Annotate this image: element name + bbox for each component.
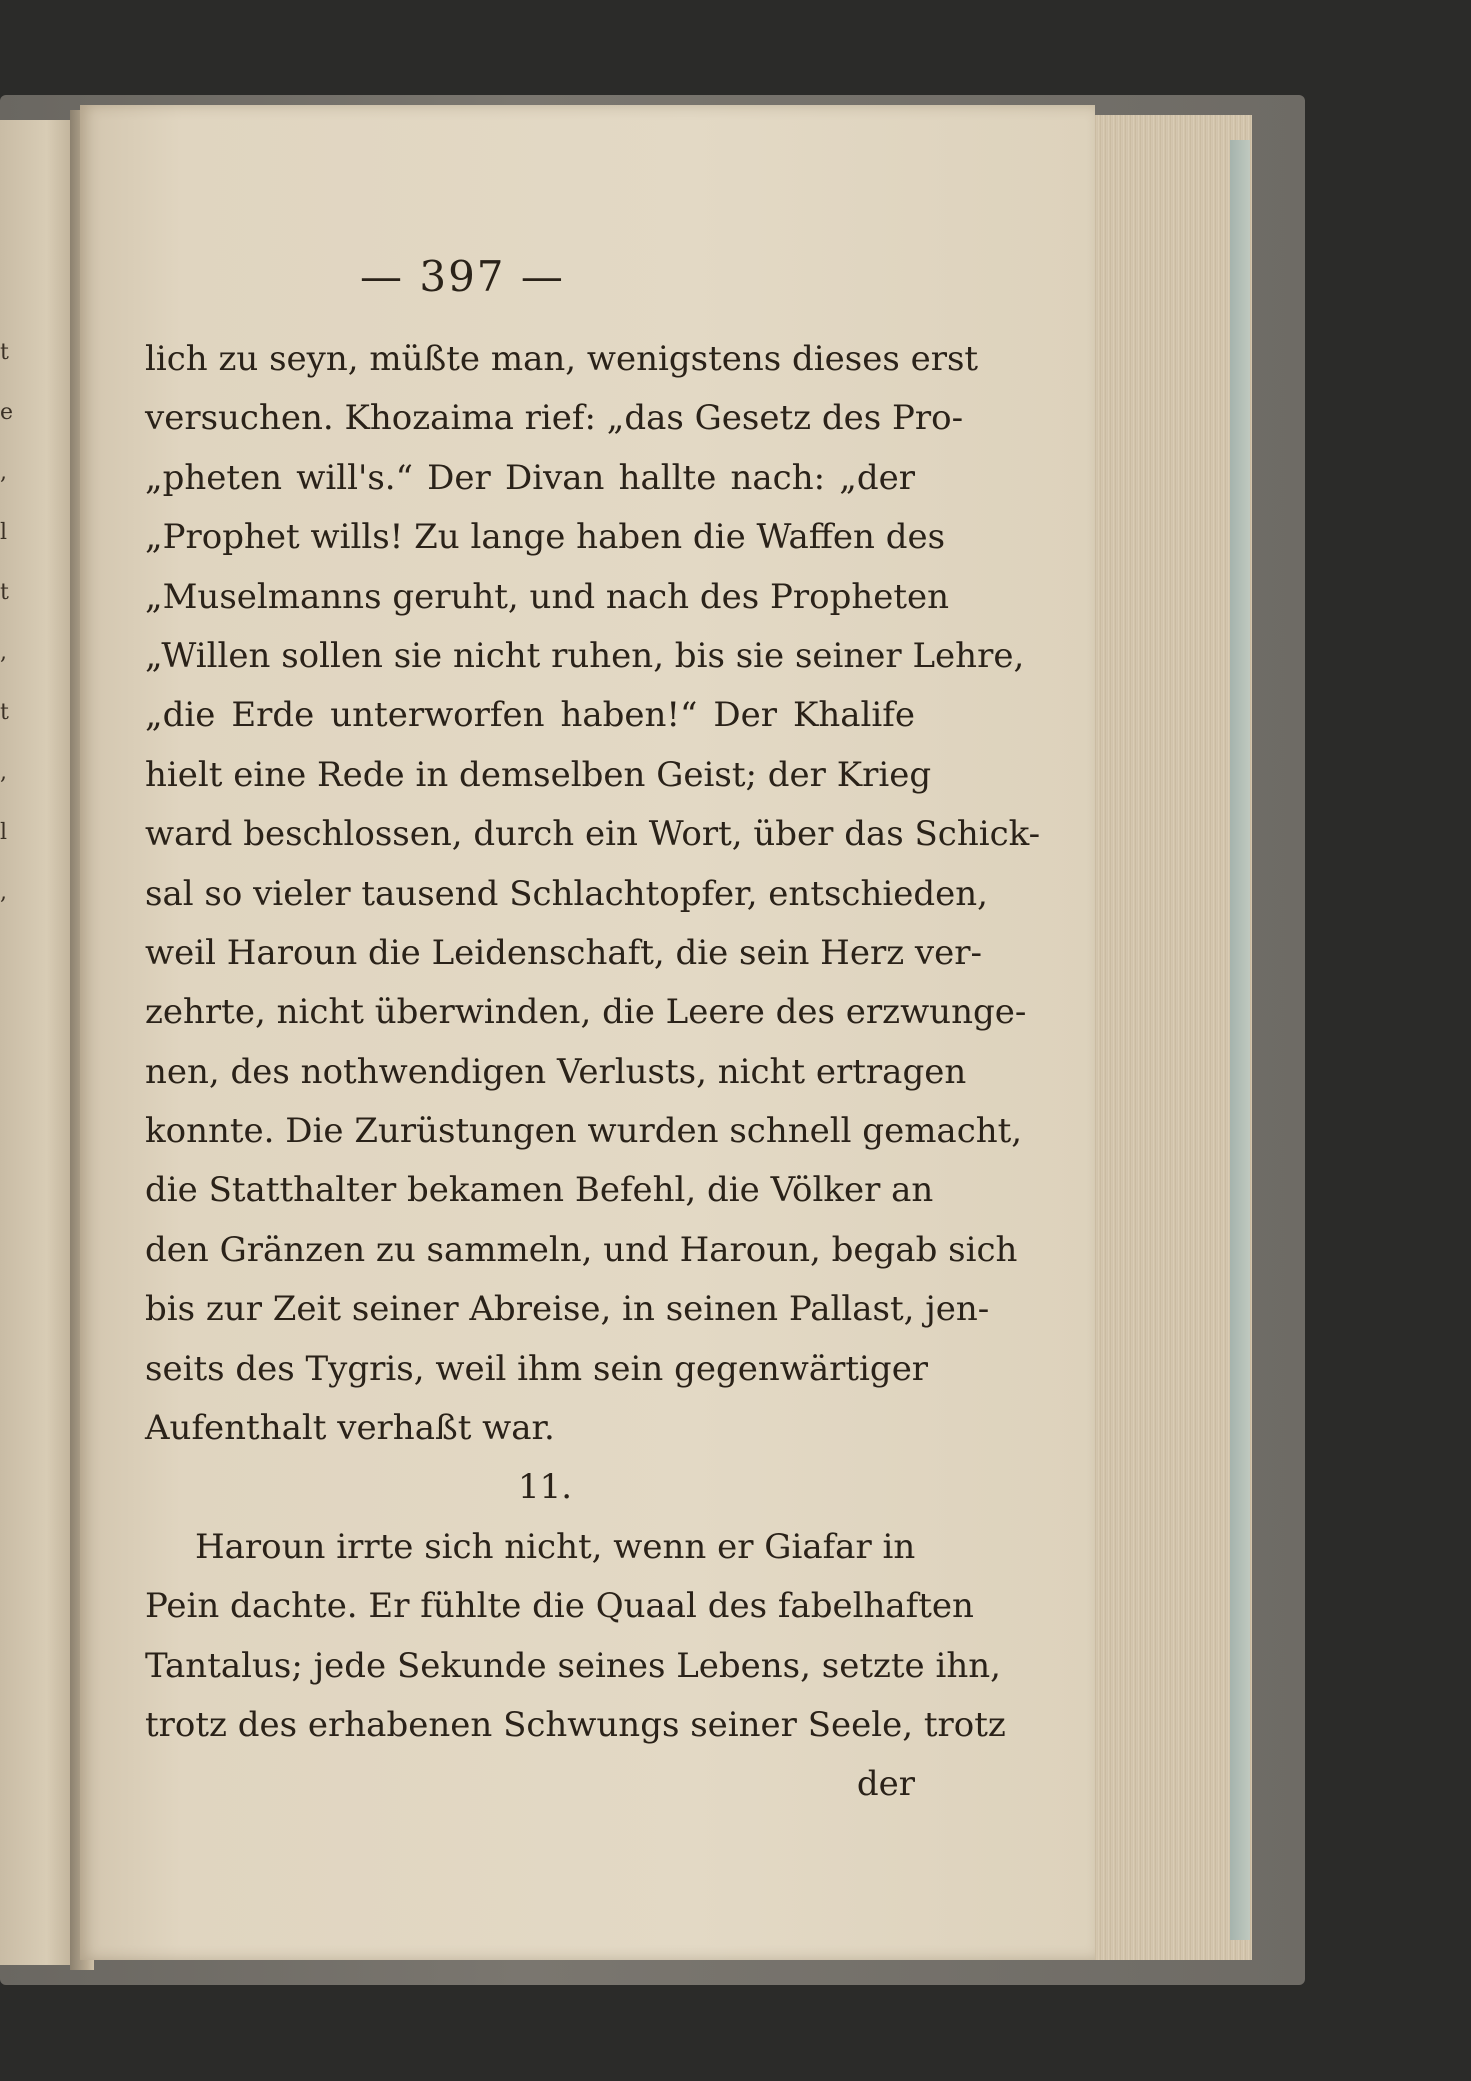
left-fragment: t <box>0 580 9 605</box>
left-fragment: e <box>0 400 14 425</box>
text-line: Pein dachte. Er fühlte die Quaal des fabelhaften <box>145 1586 974 1627</box>
page-edge-tint <box>1230 140 1250 1940</box>
text-line: seits des Tygris, weil ihm sein gegenwärtiger <box>145 1348 929 1389</box>
text-line: „pheten will's.“ Der Divan hallte nach: „der <box>145 457 915 498</box>
text-line: weil Haroun die Leidenschaft, die sein Herz ver- <box>145 932 983 973</box>
text-line: „die Erde unterworfen haben!“ Der Khalife <box>145 695 915 736</box>
text-line: bis zur Zeit seiner Abreise, in seinen Pallast, jen- <box>145 1289 990 1330</box>
text-line: konnte. Die Zurüstungen wurden schnell gemacht, <box>145 1111 1023 1152</box>
text-line: Tantalus; jede Sekunde seines Lebens, setzte ihn, <box>145 1645 1001 1686</box>
text-line: „Willen sollen sie nicht ruhen, bis sie seiner Lehre, <box>145 635 1025 676</box>
page-edges <box>1085 115 1252 1960</box>
text-line: Aufenthalt verhaßt war. <box>145 1408 555 1449</box>
catchword: der <box>856 1764 915 1805</box>
text-line: Haroun irrte sich nicht, wenn er Giafar in <box>195 1526 916 1567</box>
left-fragment: , <box>0 880 7 905</box>
page-body <box>145 330 1041 1815</box>
section-number: 11. <box>517 1467 573 1508</box>
text-line: die Statthalter bekamen Befehl, die Völker an <box>145 1170 934 1211</box>
left-fragment: , <box>0 460 7 485</box>
left-page-text-fragments <box>0 340 14 940</box>
left-fragment: t <box>0 340 9 365</box>
left-fragment: l <box>0 520 8 545</box>
text-line: sal so vieler tausend Schlachtopfer, entschieden, <box>145 873 988 914</box>
left-fragment: l <box>0 820 8 845</box>
text-line: hielt eine Rede in demselben Geist; der Krieg <box>145 754 932 795</box>
text-line: lich zu seyn, müßte man, wenigstens dieses erst <box>145 339 979 379</box>
text-line: „Muselmanns geruht, und nach des Propheten <box>145 576 950 617</box>
text-line: trotz des erhabenen Schwungs seiner Seele, trotz <box>145 1704 1006 1745</box>
text-line: zehrte, nicht überwinden, die Leere des erzwunge- <box>145 992 1027 1033</box>
left-fragment: , <box>0 640 7 665</box>
text-line: „Prophet wills! Zu lange haben die Waffen des <box>145 517 946 558</box>
page-number-header: — 397 — <box>360 252 565 301</box>
left-fragment: t <box>0 700 9 725</box>
text-line: versuchen. Khozaima rief: „das Gesetz des Pro- <box>145 398 964 439</box>
left-fragment: , <box>0 760 7 785</box>
text-line: nen, des nothwendigen Verlusts, nicht ertragen <box>145 1051 967 1092</box>
text-line: den Gränzen zu sammeln, und Haroun, begab sich <box>145 1229 1018 1270</box>
text-line: ward beschlossen, durch ein Wort, über das Schick- <box>145 814 1041 855</box>
